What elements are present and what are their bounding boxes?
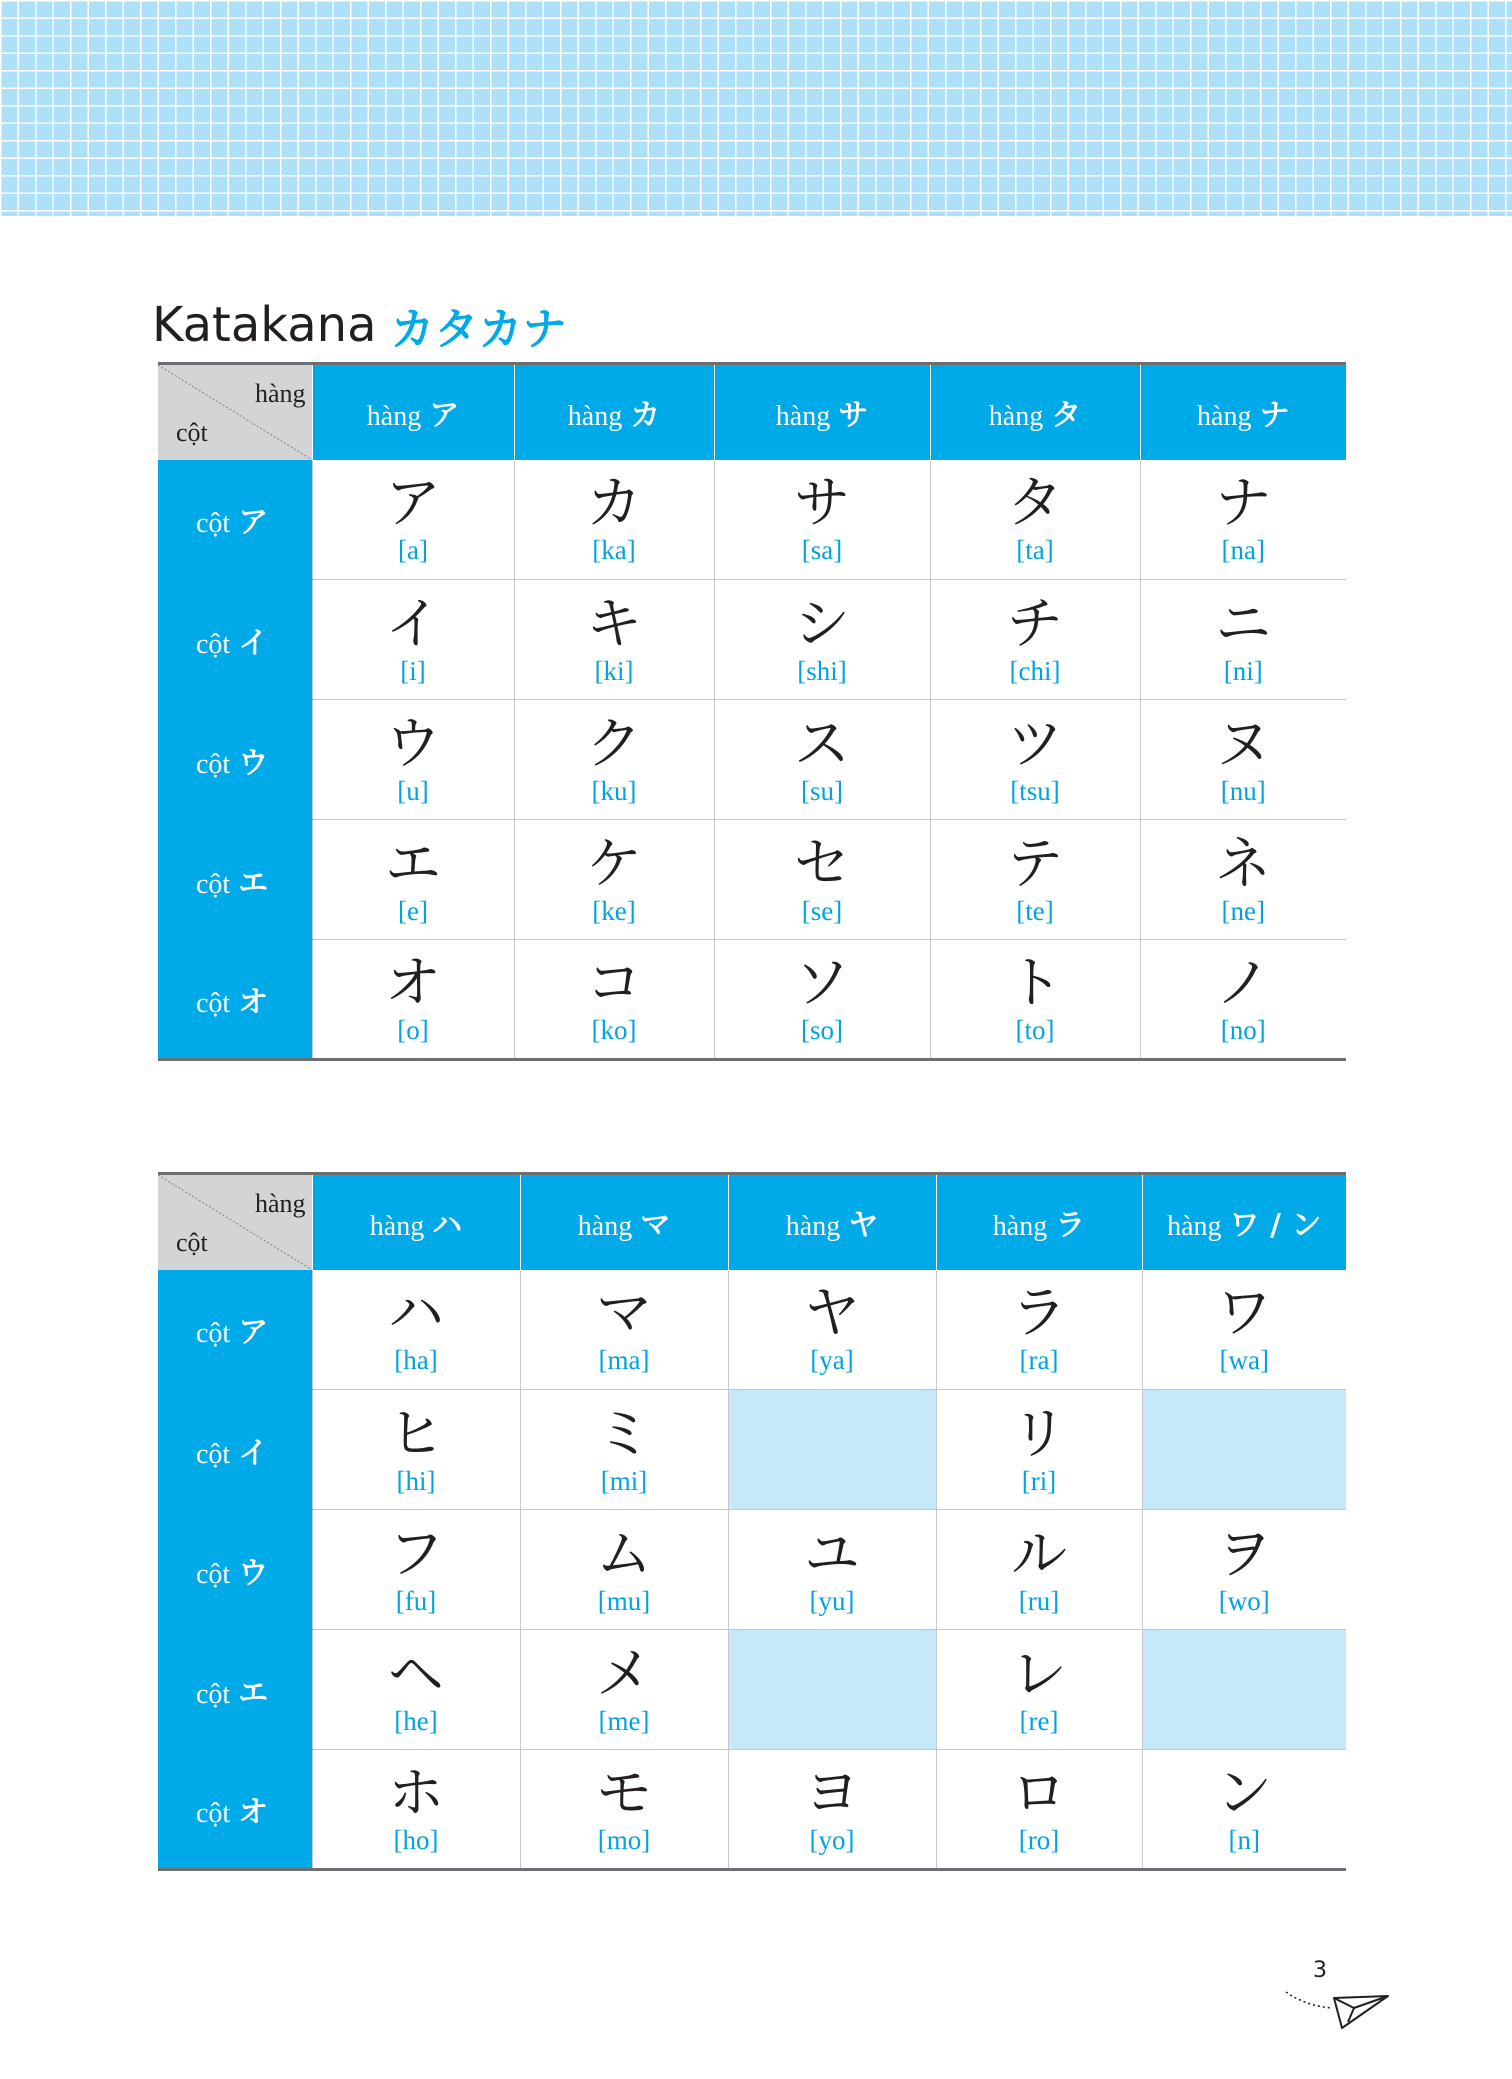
kana-cell: [312, 820, 514, 940]
row-header: [158, 820, 312, 940]
kana-cell: [1140, 820, 1346, 940]
column-header-word: hàng: [1197, 401, 1252, 433]
romaji-reading: [fu]: [395, 1585, 437, 1616]
paper-plane-icon: [1284, 1976, 1394, 2032]
table-row: [158, 1390, 1346, 1510]
kana-cell: [514, 820, 714, 940]
romaji-reading: [mi]: [600, 1465, 648, 1496]
kana-character: ミ: [596, 1401, 652, 1467]
kana-character: ソ: [794, 951, 850, 1016]
kana-character: ア: [385, 471, 441, 537]
corner-col-label: cột: [176, 1227, 208, 1257]
column-header-word: hàng: [567, 401, 623, 433]
column-header-kana: マ: [640, 1208, 671, 1244]
romaji-reading: [a]: [398, 535, 428, 566]
kana-cell: [312, 1270, 520, 1390]
row-header-kana: エ: [238, 1675, 269, 1711]
column-header-kana: ア: [429, 398, 460, 434]
romaji-reading: [hi]: [396, 1465, 436, 1496]
column-header: [520, 1174, 728, 1270]
row-header-kana: ウ: [238, 745, 269, 781]
romaji-reading: [ro]: [1018, 1825, 1060, 1855]
row-header-kana: イ: [238, 625, 269, 661]
kana-character: オ: [385, 951, 441, 1016]
empty-cell: [1142, 1630, 1346, 1750]
column-header: [1142, 1174, 1346, 1270]
row-header-kana: イ: [238, 1435, 269, 1471]
romaji-reading: [ra]: [1019, 1345, 1059, 1376]
katakana-table-2: [158, 1172, 1346, 1871]
kana-cell: [312, 1390, 520, 1510]
kana-cell: [312, 460, 514, 580]
column-header: [1140, 364, 1346, 460]
romaji-reading: [no]: [1220, 1015, 1266, 1045]
romaji-reading: [nu]: [1220, 775, 1266, 806]
kana-character: ツ: [1007, 711, 1063, 777]
row-header: [158, 940, 312, 1060]
kana-cell: [936, 1510, 1142, 1630]
romaji-reading: [n]: [1228, 1825, 1260, 1855]
romaji-reading: [su]: [801, 775, 843, 806]
column-header: [514, 364, 714, 460]
romaji-reading: [ru]: [1018, 1585, 1060, 1616]
kana-character: ユ: [804, 1521, 860, 1587]
romaji-reading: [ki]: [594, 655, 634, 686]
row-header: [158, 460, 312, 580]
row-header: [158, 1390, 312, 1510]
row-header-kana: オ: [238, 1795, 269, 1830]
kana-character: エ: [385, 831, 441, 897]
kana-character: ル: [1011, 1521, 1067, 1587]
kana-cell: [714, 460, 930, 580]
kana-cell: [936, 1270, 1142, 1390]
table-row: [158, 1510, 1346, 1630]
table-row: [158, 1270, 1346, 1390]
kana-cell: [1142, 1750, 1346, 1870]
kana-cell: [312, 940, 514, 1060]
romaji-reading: [mo]: [597, 1825, 651, 1855]
kana-cell: [514, 580, 714, 700]
table-row: [158, 940, 1346, 1060]
row-header: [158, 1750, 312, 1870]
column-header-word: hàng: [775, 401, 831, 433]
corner-col-label: cột: [176, 417, 208, 447]
corner-row-label: hàng: [254, 379, 306, 408]
kana-character: ヌ: [1215, 711, 1272, 777]
row-header-kana: ア: [238, 1315, 269, 1351]
romaji-reading: [so]: [801, 1015, 843, 1045]
column-header-kana: サ: [838, 398, 869, 434]
row-header-word: cột: [196, 1438, 231, 1470]
kana-character: ヲ: [1216, 1521, 1273, 1587]
row-header-word: cột: [196, 1558, 231, 1590]
kana-character: レ: [1011, 1641, 1067, 1707]
romaji-reading: [e]: [398, 895, 428, 926]
kana-cell: [930, 580, 1140, 700]
romaji-reading: [shi]: [797, 655, 847, 686]
romaji-reading: [i]: [400, 655, 426, 686]
kana-cell: [930, 820, 1140, 940]
kana-cell: [1140, 940, 1346, 1060]
row-header-word: cột: [196, 1678, 231, 1710]
page-title-latin: Katakana: [152, 297, 377, 353]
empty-cell: [728, 1630, 936, 1750]
kana-cell: [714, 940, 930, 1060]
table-row: [158, 580, 1346, 700]
corner-header: [158, 1174, 312, 1270]
kana-character: チ: [1007, 591, 1063, 657]
kana-character: ワ: [1216, 1281, 1273, 1347]
row-header-word: cột: [196, 628, 231, 660]
romaji-reading: [ha]: [394, 1345, 438, 1376]
kana-cell: [514, 940, 714, 1060]
kana-cell: [520, 1630, 728, 1750]
kana-cell: [936, 1390, 1142, 1510]
romaji-reading: [yo]: [809, 1825, 855, 1855]
kana-cell: [312, 1630, 520, 1750]
romaji-reading: [ma]: [598, 1345, 650, 1376]
table-row: [158, 1630, 1346, 1750]
empty-cell: [1142, 1390, 1346, 1510]
kana-character: シ: [794, 591, 850, 657]
kana-cell: [312, 580, 514, 700]
kana-character: キ: [586, 591, 642, 657]
column-header: [312, 1174, 520, 1270]
kana-cell: [1140, 460, 1346, 580]
romaji-reading: [ya]: [810, 1345, 854, 1376]
column-header-word: hàng: [992, 1211, 1048, 1243]
row-header-word: cột: [196, 508, 231, 540]
row-header-word: cột: [196, 868, 231, 900]
romaji-reading: [to]: [1015, 1015, 1055, 1045]
column-header-kana: タ: [1051, 398, 1082, 434]
romaji-reading: [me]: [598, 1705, 650, 1736]
kana-cell: [312, 700, 514, 820]
row-header-kana: オ: [238, 985, 269, 1020]
romaji-reading: [tsu]: [1010, 775, 1060, 806]
romaji-reading: [yu]: [809, 1585, 855, 1616]
romaji-reading: [ne]: [1221, 895, 1265, 926]
column-header-kana: ナ: [1259, 398, 1290, 434]
table-row: [158, 460, 1346, 580]
column-header-kana: カ: [630, 398, 661, 434]
kana-cell: [520, 1750, 728, 1870]
kana-character: リ: [1011, 1401, 1067, 1467]
kana-character: ト: [1007, 951, 1063, 1016]
kana-character: フ: [388, 1521, 444, 1587]
column-header-word: hàng: [366, 401, 422, 433]
kana-character: ヨ: [804, 1761, 860, 1826]
header-row: [158, 364, 1346, 460]
table-row: [158, 1750, 1346, 1870]
romaji-reading: [ri]: [1021, 1465, 1057, 1496]
page-number: 3: [1313, 1958, 1327, 1983]
romaji-reading: [ke]: [592, 895, 636, 926]
romaji-reading: [se]: [801, 895, 843, 926]
column-header-kana: ラ: [1055, 1208, 1086, 1244]
kana-character: サ: [794, 471, 850, 537]
kana-character: ス: [794, 711, 850, 777]
corner-header: [158, 364, 312, 460]
kana-cell: [1142, 1510, 1346, 1630]
romaji-reading: [ku]: [591, 775, 637, 806]
romaji-reading: [ko]: [591, 1015, 637, 1045]
column-header: [728, 1174, 936, 1270]
page-title: [152, 290, 566, 360]
column-header-kana: ワ / ン: [1229, 1208, 1322, 1244]
kana-character: ネ: [1215, 831, 1272, 897]
kana-cell: [312, 1510, 520, 1630]
row-header: [158, 1270, 312, 1390]
kana-character: ケ: [586, 831, 642, 897]
romaji-reading: [ta]: [1016, 535, 1054, 566]
kana-character: テ: [1007, 831, 1063, 897]
kana-character: マ: [596, 1281, 652, 1347]
kana-character: セ: [794, 831, 850, 897]
romaji-reading: [ho]: [393, 1825, 439, 1855]
kana-character: ム: [596, 1521, 652, 1587]
table-row: [158, 700, 1346, 820]
romaji-reading: [sa]: [801, 535, 843, 566]
kana-cell: [714, 580, 930, 700]
grid-paper-banner: [0, 0, 1512, 216]
kana-character: モ: [596, 1761, 652, 1826]
corner-row-label: hàng: [254, 1189, 306, 1218]
romaji-reading: [wa]: [1219, 1345, 1269, 1376]
kana-character: カ: [586, 471, 642, 537]
romaji-reading: [o]: [397, 1015, 429, 1045]
column-header-word: hàng: [577, 1211, 633, 1243]
kana-cell: [930, 940, 1140, 1060]
kana-cell: [728, 1510, 936, 1630]
kana-character: ニ: [1215, 591, 1272, 657]
kana-character: メ: [596, 1641, 652, 1707]
kana-cell: [714, 700, 930, 820]
kana-cell: [514, 700, 714, 820]
row-header-word: cột: [196, 748, 231, 780]
column-header: [936, 1174, 1142, 1270]
kana-character: ヘ: [388, 1641, 444, 1707]
romaji-reading: [wo]: [1218, 1585, 1270, 1616]
column-header-word: hàng: [988, 401, 1044, 433]
column-header: [714, 364, 930, 460]
kana-character: ク: [586, 711, 642, 777]
column-header-word: hàng: [369, 1211, 425, 1243]
romaji-reading: [u]: [397, 775, 429, 806]
row-header-word: cột: [196, 1798, 231, 1829]
column-header-kana: ヤ: [848, 1208, 879, 1244]
kana-cell: [312, 1750, 520, 1870]
row-header: [158, 700, 312, 820]
kana-character: ヒ: [388, 1401, 444, 1467]
header-row: [158, 1174, 1346, 1270]
kana-character: ヤ: [804, 1281, 860, 1347]
kana-cell: [520, 1270, 728, 1390]
romaji-reading: [ni]: [1223, 655, 1263, 686]
kana-character: ホ: [388, 1761, 444, 1826]
kana-cell: [936, 1630, 1142, 1750]
romaji-reading: [he]: [394, 1705, 438, 1736]
kana-character: ン: [1216, 1761, 1273, 1826]
romaji-reading: [ka]: [592, 535, 636, 566]
kana-character: ハ: [388, 1281, 444, 1347]
row-header-kana: ア: [238, 505, 269, 541]
column-header-kana: ハ: [432, 1208, 463, 1244]
kana-cell: [514, 460, 714, 580]
kana-cell: [1142, 1270, 1346, 1390]
column-header: [930, 364, 1140, 460]
katakana-table-1: [158, 362, 1346, 1061]
kana-cell: [520, 1390, 728, 1510]
kana-cell: [930, 460, 1140, 580]
kana-cell: [714, 820, 930, 940]
column-header-word: hàng: [1167, 1211, 1222, 1243]
romaji-reading: [te]: [1016, 895, 1054, 926]
kana-cell: [1140, 580, 1346, 700]
row-header-word: cột: [196, 1318, 231, 1350]
kana-character: ノ: [1215, 951, 1272, 1016]
row-header: [158, 1630, 312, 1750]
row-header-kana: エ: [238, 865, 269, 901]
row-header-word: cột: [196, 988, 231, 1019]
row-header-kana: ウ: [238, 1555, 269, 1591]
kana-character: コ: [586, 951, 642, 1016]
kana-character: ウ: [385, 711, 441, 777]
kana-character: ナ: [1215, 471, 1272, 537]
kana-character: タ: [1007, 471, 1063, 537]
table-row: [158, 820, 1346, 940]
kana-character: ラ: [1011, 1281, 1067, 1347]
row-header: [158, 580, 312, 700]
page-title-kana: カタカナ: [390, 304, 567, 355]
kana-cell: [936, 1750, 1142, 1870]
romaji-reading: [na]: [1221, 535, 1265, 566]
kana-character: ロ: [1011, 1761, 1067, 1826]
row-header: [158, 1510, 312, 1630]
empty-cell: [728, 1390, 936, 1510]
romaji-reading: [re]: [1019, 1705, 1059, 1736]
romaji-reading: [chi]: [1009, 655, 1061, 686]
kana-cell: [728, 1270, 936, 1390]
column-header-word: hàng: [785, 1211, 841, 1243]
column-header: [312, 364, 514, 460]
romaji-reading: [mu]: [597, 1585, 651, 1616]
kana-cell: [728, 1750, 936, 1870]
kana-cell: [1140, 700, 1346, 820]
kana-character: イ: [385, 591, 441, 657]
kana-cell: [520, 1510, 728, 1630]
kana-cell: [930, 700, 1140, 820]
